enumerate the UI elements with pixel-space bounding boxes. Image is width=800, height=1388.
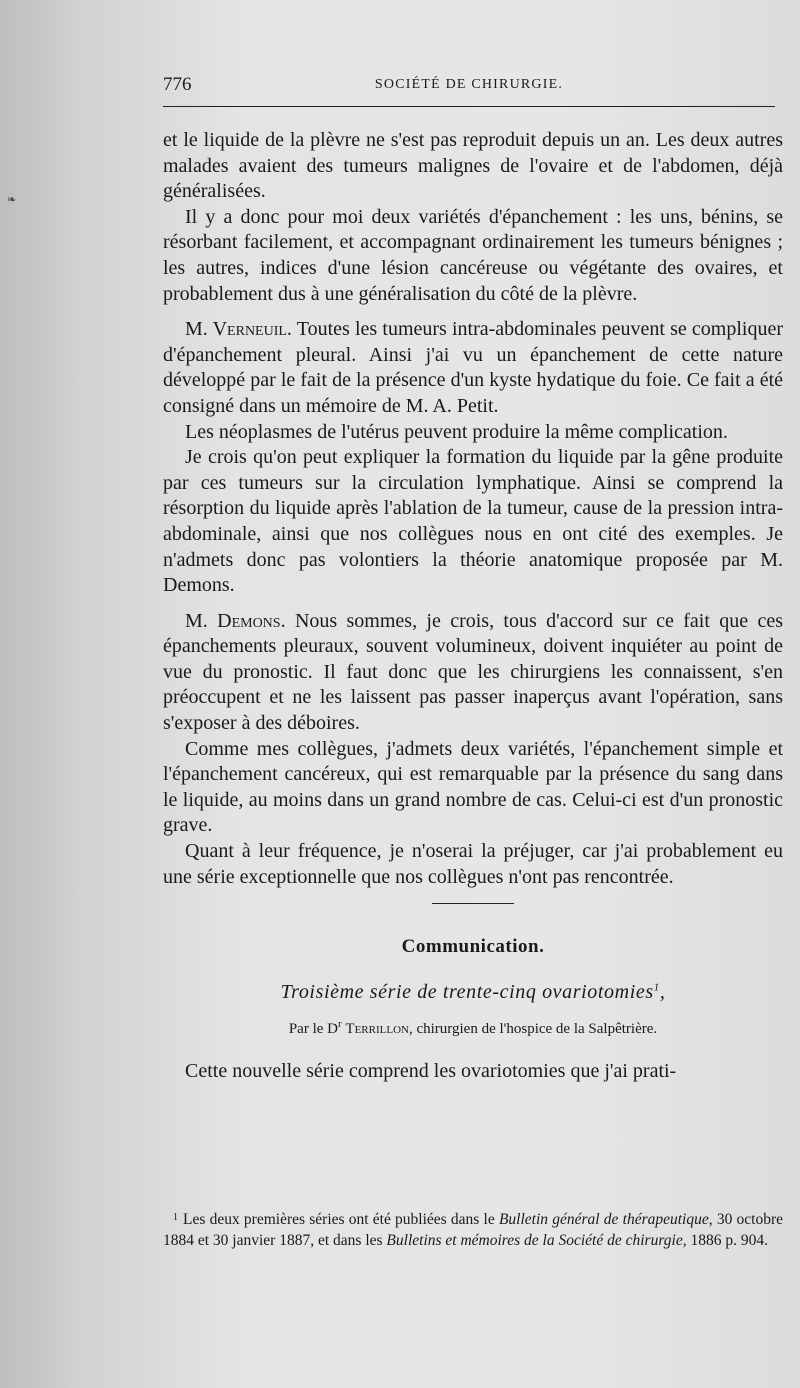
running-title: SOCIÉTÉ DE CHIRURGIE. [374,77,564,92]
footnote-text-b: , 30 octobre 1884 et 30 janvier 1887, et dans les [163,1211,784,1249]
section-divider [432,903,514,904]
paper-title-text: Troisième série de trente-cinq ovariotomies [280,980,654,1003]
byline-suffix: , chirurgien de l'hospice de la Salpêtrière. [408,1021,658,1038]
paper-title: Troisième série de trente-cinq ovariotomies$^1$, [280,980,666,1003]
paragraph-6 [163,609,783,737]
byline [163,1017,783,1043]
speaker-demons: M. Demons. [185,609,286,632]
lead-paragraph: Cette nouvelle série comprend les ovariotomies que j'ai prati- [185,1060,677,1082]
section-heading: Communication. [401,936,545,958]
footnote [163,1207,783,1251]
paragraph-3-text: Toutes les tumeurs intra-abdominales peuvent se compliquer d'épanchement pleural. Ainsi j'ai vu un épanchement de cette nature développé par le fait de la présence d'un kyste hydatique du foie. Ce fait a été consigné dans un mémoire de M. A. Petit. [163,318,783,417]
footnote-mark: 1 [173,1212,178,1223]
speaker-verneuil: M. Verneuil. [185,318,292,341]
byline-sup: r [338,1018,342,1031]
paragraph-8: Quant à leur fréquence, je n'oserai la préjuger, car j'ai probablement eu une série exceptionnelle que nos collègues n'ont pas rencontrée. [163,840,783,888]
footnote-journal-1: Bulletin général de thérapeutique [498,1211,709,1228]
footnote-paragraph [163,1207,783,1251]
footnote-text-c: , 1886 p. 904. [682,1232,768,1249]
author-name: Terrillon [345,1021,409,1038]
margin-mark: ❧ [7,194,17,206]
paragraph-2: Il y a donc pour moi deux variétés d'épanchement : les uns, bénins, se résorbant facilement, et accompagnant ordinairement les tumeurs bénignes ; les autres, indices d'une lésion cancéreuse ou végétante des ovaires, et probablement dus à une généralisation du côté de la plèvre. [163,205,783,305]
page-number: 776 [163,74,192,95]
body-text [163,128,783,1085]
paragraph-4: Les néoplasmes de l'utérus peuvent produire la même complication. [185,420,728,443]
title-footnote-mark: 1 [653,981,660,994]
paragraph-7: Comme mes collègues, j'admets deux variétés, l'épanchement simple et l'épanchement cancéreux, qui est remarquable par la présence du sang dans le liquide, au moins dans un grand nombre de cas. Celui-ci est d'un pronostic grave. [163,737,783,837]
page-header [163,72,775,107]
paragraph-1: et le liquide de la plèvre ne s'est pas reproduit depuis un an. Les deux autres malades avaient des tumeurs malignes de l'ovaire et de l'abdomen, déjà généralisées. [163,129,783,203]
paragraph-6-text: Nous sommes, je crois, tous d'accord sur ce fait que ces épanchements pleuraux, souvent volumineux, doivent inquiéter au point de vue du pronostic. Il faut donc que les chirurgiens les connaissent, s'en préoccupent et ne les laissent pas passer inaperçus avant l'opération, sans s'exposer à des déboires. [163,609,784,735]
footnote-text-a: Les deux premières séries ont été publiées dans le [183,1211,499,1228]
byline-prefix: Par le D [288,1021,338,1038]
paragraph-3 [163,317,783,419]
paragraph-5: Je crois qu'on peut expliquer la formation du liquide par la gêne produite par ces tumeurs sur la circulation lymphatique. Ainsi se comprend la résorption du liquide après l'ablation de la tumeur, cause de la pression intra-abdominale, ainsi que nos collègues nous en ont cité des exemples. Je n'admets donc pas volontiers la théorie anatomique proposée par M. Demons. [163,446,783,597]
footnote-journal-2: Bulletins et mémoires de la Société de chirurgie [386,1232,683,1249]
